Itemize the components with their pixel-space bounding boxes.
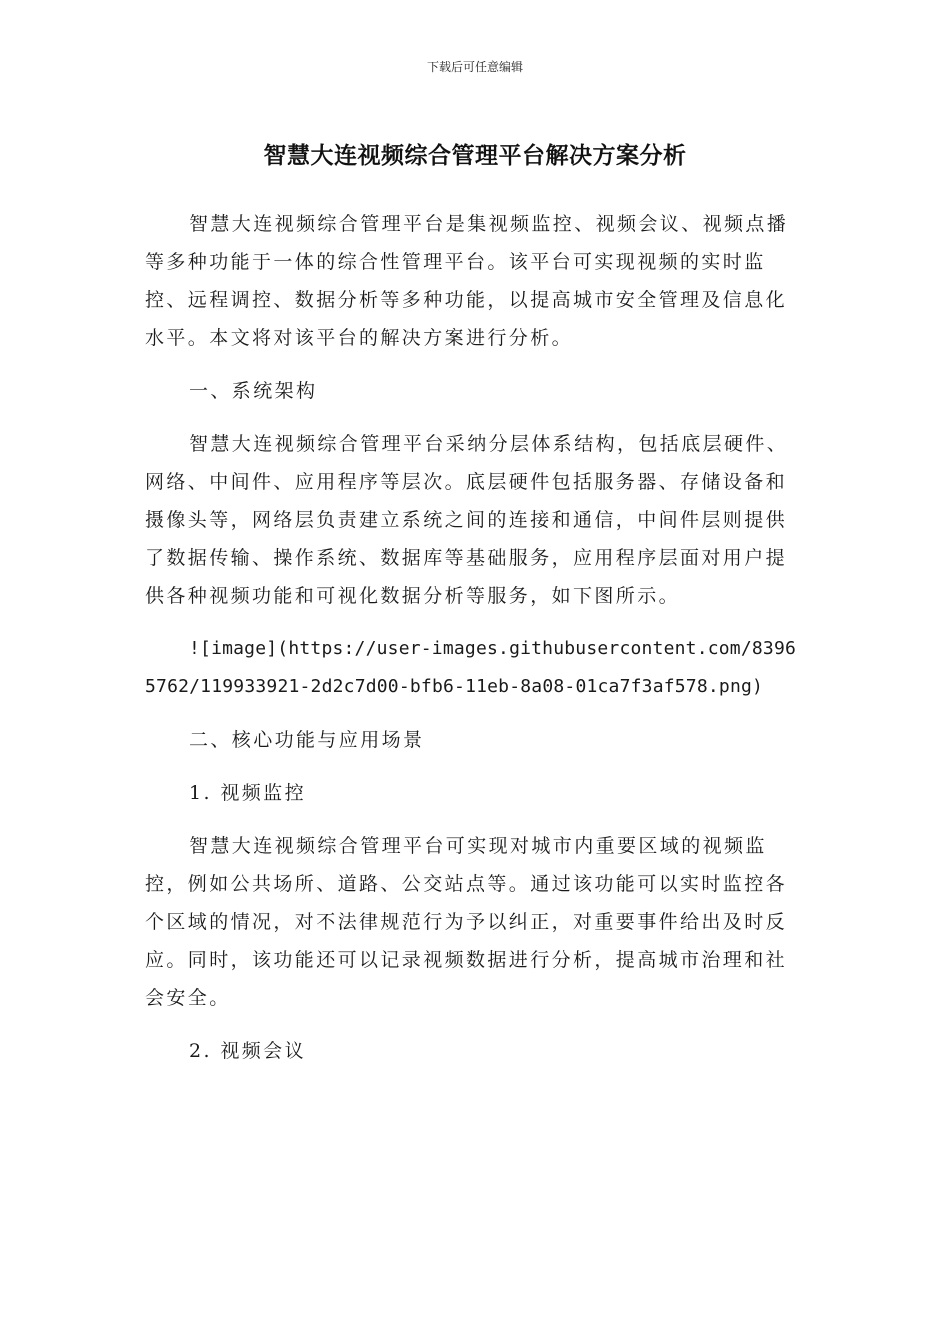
page-title: 智慧大连视频综合管理平台解决方案分析 [263,143,687,169]
architecture-paragraph: 智慧大连视频综合管理平台采纳分层体系结构，包括底层硬件、网络、中间件、应用程序等层次。底层硬件包括服务器、存储设备和摄像头等，网络层负责建立系统之间的连接和通信，中间件层则提供了数据传输、操作系统、数据库等基础服务，应用程序层面对用户提供各种视频功能和可视化数据分析等服务，如下图所示。 [145,433,789,607]
monitoring-paragraph: 智慧大连视频综合管理平台可实现对城市内重要区域的视频监控，例如公共场所、道路、公交站点等。通过该功能可以实时监控各个区域的情况，对不法律规范行为予以纠正，对重要事件给出及时反应。同时，该功能还可以记录视频数据进行分析，提高城市治理和社会安全。 [145,835,788,1009]
image-markdown-link: ![image](https://user-images.githubusercontent.com/83965762/119933921-2d2c7d00-bfb6-11eb-8a08-01ca7f3af578.png) [145,638,797,697]
subheading-video-conference: 2. 视频会议 [189,1040,306,1062]
subheading-video-monitoring: 1. 视频监控 [189,782,306,804]
document-body [145,205,805,1070]
section-heading-architecture: 一、系统架构 [189,380,318,402]
header-note: 下载后可任意编辑 [426,60,523,74]
intro-paragraph: 智慧大连视频综合管理平台是集视频监控、视频会议、视频点播等多种功能于一体的综合性管理平台。该平台可实现视频的实时监控、远程调控、数据分析等多种功能，以提高城市安全管理及信息化水平。本文将对该平台的解决方案进行分析。 [145,213,789,349]
section-heading-core-functions: 二、核心功能与应用场景 [189,729,425,751]
